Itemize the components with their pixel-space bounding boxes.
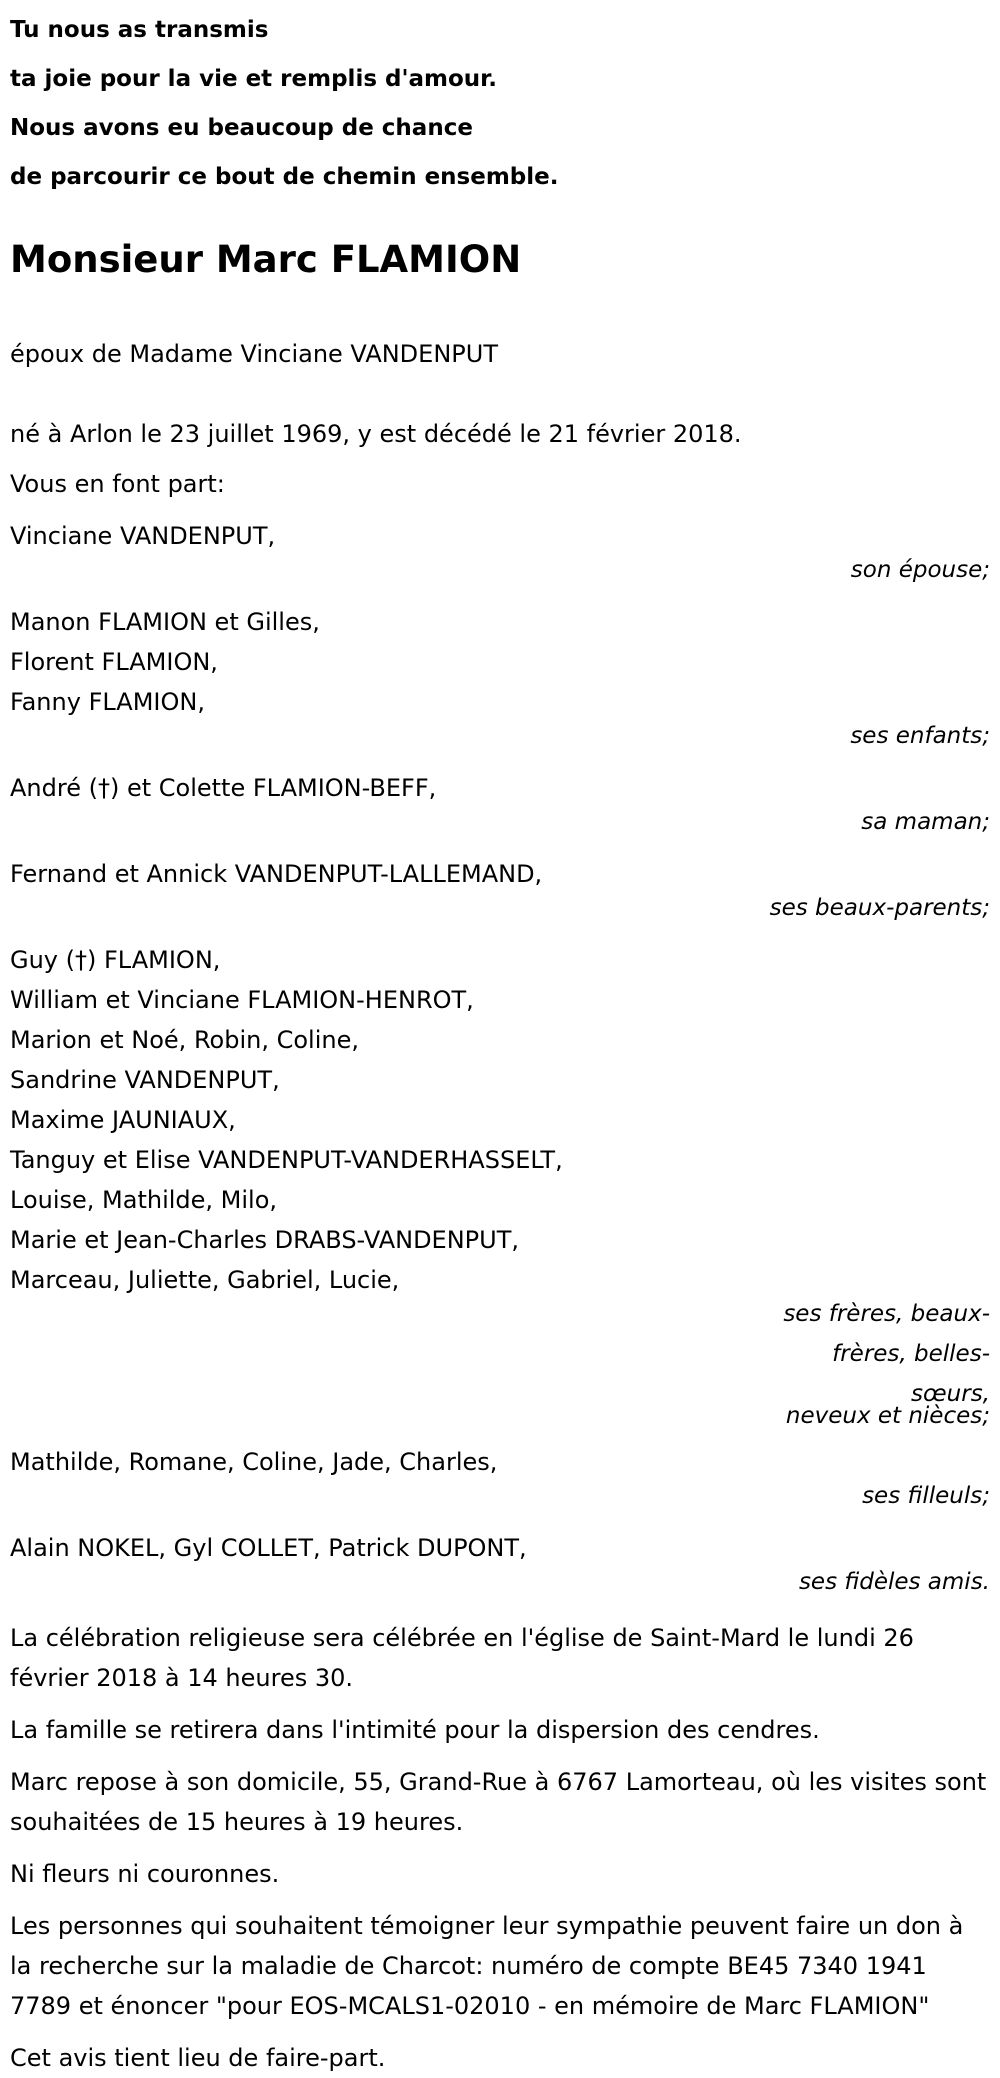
donation-paragraph: Les personnes qui souhaitent témoigner leur sympathie peuvent faire un don à la recherche sur la maladie de Charcot: numéro de compte BE45 7340 1941 7789 et énoncer "pour EOS-MCALS1-02010 - en mémoire de Marc FLAMION": [10, 1912, 964, 2020]
family-member-line: Fanny FLAMION,: [10, 688, 205, 716]
family-member-line: Marie et Jean-Charles DRABS-VANDENPUT,: [10, 1226, 519, 1254]
family-role: ses frères, beaux-frères, belles-sœurs,: [783, 1301, 990, 1407]
poem-line: Tu nous as transmis: [10, 17, 269, 43]
notice-paragraph: Cet avis tient lieu de faire-part.: [10, 2044, 386, 2072]
family-group-mother: [10, 768, 990, 842]
no-flowers-paragraph: Ni fleurs ni couronnes.: [10, 1860, 280, 1888]
birth-death-line: né à Arlon le 23 juillet 1969, y est décédé le 21 février 2018.: [10, 420, 742, 448]
family-member-line: Alain NOKEL, Gyl COLLET, Patrick DUPONT,: [10, 1534, 527, 1562]
family-role: sa maman;: [861, 809, 990, 835]
family-member-line: André (†) et Colette FLAMION-BEFF,: [10, 774, 437, 802]
family-member-line: Sandrine VANDENPUT,: [10, 1066, 280, 1094]
family-member-line: Mathilde, Romane, Coline, Jade, Charles,: [10, 1448, 498, 1476]
family-member-line: Marion et Noé, Robin, Coline,: [10, 1026, 359, 1054]
family-group-children: [10, 602, 990, 756]
family-role: ses fidèles amis.: [798, 1569, 990, 1595]
deceased-name-title: Monsieur Marc FLAMION: [10, 238, 522, 281]
family-member-line: Maxime JAUNIAUX,: [10, 1106, 236, 1134]
obituary-page: [10, 0, 990, 2078]
family-member-line: William et Vinciane FLAMION-HENROT,: [10, 986, 474, 1014]
family-role: ses filleuls;: [862, 1483, 990, 1509]
family-member-line: Marceau, Juliette, Gabriel, Lucie,: [10, 1266, 400, 1294]
poem-line: de parcourir ce bout de chemin ensemble.: [10, 164, 559, 190]
family-member-line: Fernand et Annick VANDENPUT-LALLEMAND,: [10, 860, 543, 888]
family-role-extra: neveux et nièces;: [785, 1403, 990, 1429]
visits-paragraph: Marc repose à son domicile, 55, Grand-Rue à 6767 Lamorteau, où les visites sont souhaitées de 15 heures à 19 heures.: [10, 1768, 987, 1836]
family-member-line: Tanguy et Elise VANDENPUT-VANDERHASSELT,: [10, 1146, 563, 1174]
family-member-line: Florent FLAMION,: [10, 648, 218, 676]
family-member-line: Louise, Mathilde, Milo,: [10, 1186, 278, 1214]
poem-line: Nous avons eu beaucoup de chance: [10, 115, 473, 141]
family-group-in-laws: [10, 854, 990, 928]
spouse-of-line: époux de Madame Vinciane VANDENPUT: [10, 340, 498, 368]
poem: [10, 0, 990, 202]
family-role: ses enfants;: [850, 723, 990, 749]
family-member-line: Manon FLAMION et Gilles,: [10, 608, 320, 636]
family-group-friends: [10, 1528, 990, 1602]
family-group-siblings: [10, 940, 990, 1430]
family-member-line: Vinciane VANDENPUT,: [10, 522, 276, 550]
ceremony-paragraph: La célébration religieuse sera célébrée en l'église de Saint-Mard le lundi 26 février 2018 à 14 heures 30.: [10, 1624, 914, 1692]
family-role: son épouse;: [850, 557, 990, 583]
poem-line: ta joie pour la vie et remplis d'amour.: [10, 66, 497, 92]
family-member-line: Guy (†) FLAMION,: [10, 946, 221, 974]
announce-line: Vous en font part:: [10, 470, 225, 498]
ashes-paragraph: La famille se retirera dans l'intimité pour la dispersion des cendres.: [10, 1716, 820, 1744]
family-group-godchildren: [10, 1442, 990, 1516]
family-role: ses beaux-parents;: [769, 895, 990, 921]
family-group-spouse: [10, 516, 990, 590]
